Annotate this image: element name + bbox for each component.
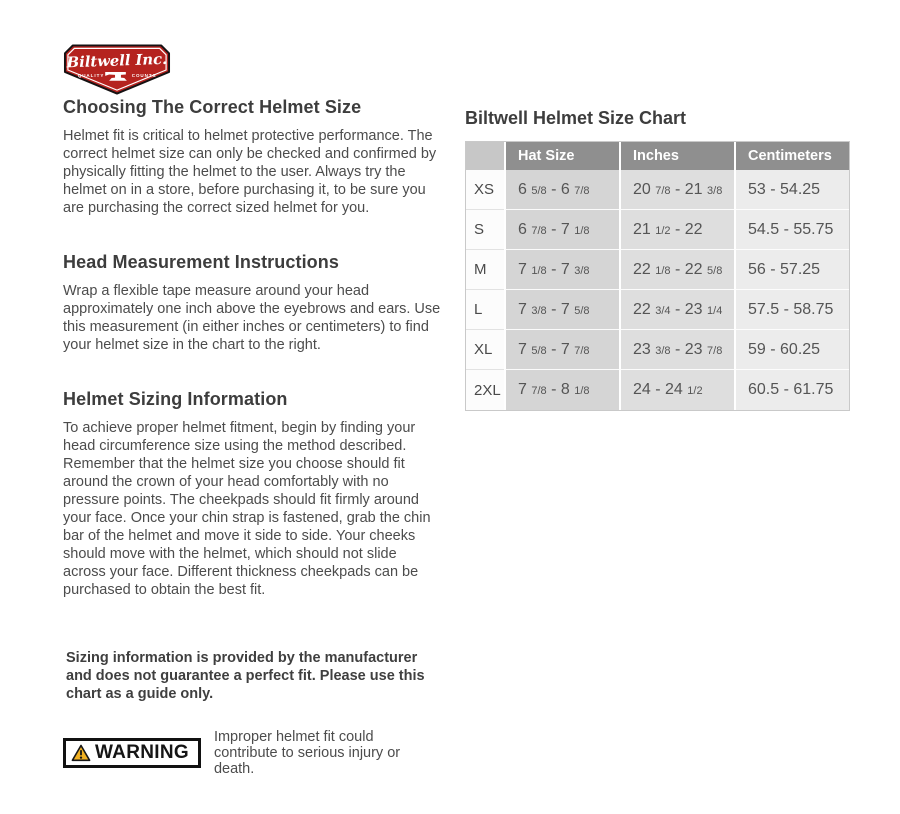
section-heading: Choosing The Correct Helmet Size [63,97,362,117]
centimeters-cell: 54.5 - 55.75 [734,210,849,250]
table-row [466,170,849,210]
logo-tagline-left: QUALITY [77,72,105,78]
centimeters-cell: 57.5 - 58.75 [734,290,849,330]
row-label: L [466,290,504,330]
sizing-info-column [63,44,441,777]
inches-cell: 23 3/8 - 23 7/8 [619,330,734,370]
column-header-centimeters: Centimeters [734,142,849,170]
inches-cell: 24 - 24 1/2 [619,370,734,410]
size-chart-title: Biltwell Helmet Size Chart [465,108,687,128]
corner-header-cell [466,142,504,170]
inches-cell: 22 1/8 - 22 5/8 [619,250,734,290]
table-row [466,290,849,330]
table-row [466,210,849,250]
helmet-size-chart-table [465,141,850,411]
section-sizing-information [63,388,441,599]
centimeters-cell: 60.5 - 61.75 [734,370,849,410]
column-header-inches: Inches [619,142,734,170]
row-label: 2XL [466,370,504,410]
table-row [466,330,849,370]
centimeters-cell: 59 - 60.25 [734,330,849,370]
table-row [466,370,849,410]
row-label: M [466,250,504,290]
row-label: XS [466,170,504,210]
hat-size-cell: 7 3/8 - 7 5/8 [504,290,619,330]
biltwell-logo-icon [63,44,171,96]
section-body: Wrap a flexible tape measure around your head approximately one inch above the eyebrows and ears. Use this measurement (in either inches or centimeters) to find your helmet size in the chart to the right. [63,283,441,353]
warning-triangle-icon [71,744,91,762]
table-row [466,250,849,290]
warning-message: Improper helmet fit could contribute to serious injury or death. [213,729,401,777]
row-label: S [466,210,504,250]
section-heading: Head Measurement Instructions [63,252,339,272]
logo-brand-text: Biltwell Inc. [66,50,168,72]
hat-size-cell: 6 7/8 - 7 1/8 [504,210,619,250]
centimeters-cell: 56 - 57.25 [734,250,849,290]
hat-size-cell: 7 1/8 - 7 3/8 [504,250,619,290]
section-body: To achieve proper helmet fitment, begin by finding your head circumference size using the method described. Remember that the helmet size you choose should fit around the crown of your head comfortably with no pressure points. The cheekpads should fit firmly around your face. Once your chin strap is fastened, grab the chin bar of the helmet and move it side to side. Your cheeks should move with the helmet, which should not slide across your face. Different thickness cheekpads can be purchased to obtain the best fit. [63,420,431,598]
size-chart-column [465,107,849,411]
section-choosing-size [63,96,441,217]
warning-badge [63,738,201,768]
hat-size-cell: 7 7/8 - 8 1/8 [504,370,619,410]
inches-cell: 22 3/4 - 23 1/4 [619,290,734,330]
inches-cell: 21 1/2 - 22 [619,210,734,250]
inches-cell: 20 7/8 - 21 3/8 [619,170,734,210]
manufacturer-disclaimer: Sizing information is provided by the manufacturer and does not guarantee a perfect fit. Please use this chart as a guide only. [66,650,425,702]
column-header-hat-size: Hat Size [504,142,619,170]
section-heading: Helmet Sizing Information [63,389,288,409]
section-body: Helmet fit is critical to helmet protective performance. The correct helmet size can only be checked and confirmed by physically fitting the helmet to the user. Always try the helmet on in a store, before purchasing it, to be sure you are purchasing the correct sized helmet for you. [63,128,437,216]
logo-tagline-right: COUNTS [131,72,157,78]
warning-label: WARNING [95,742,189,763]
hat-size-cell: 7 5/8 - 7 7/8 [504,330,619,370]
warning-row [63,729,441,777]
hat-size-cell: 6 5/8 - 6 7/8 [504,170,619,210]
centimeters-cell: 53 - 54.25 [734,170,849,210]
row-label: XL [466,330,504,370]
size-chart-header [466,142,849,170]
section-head-measurement [63,251,441,354]
